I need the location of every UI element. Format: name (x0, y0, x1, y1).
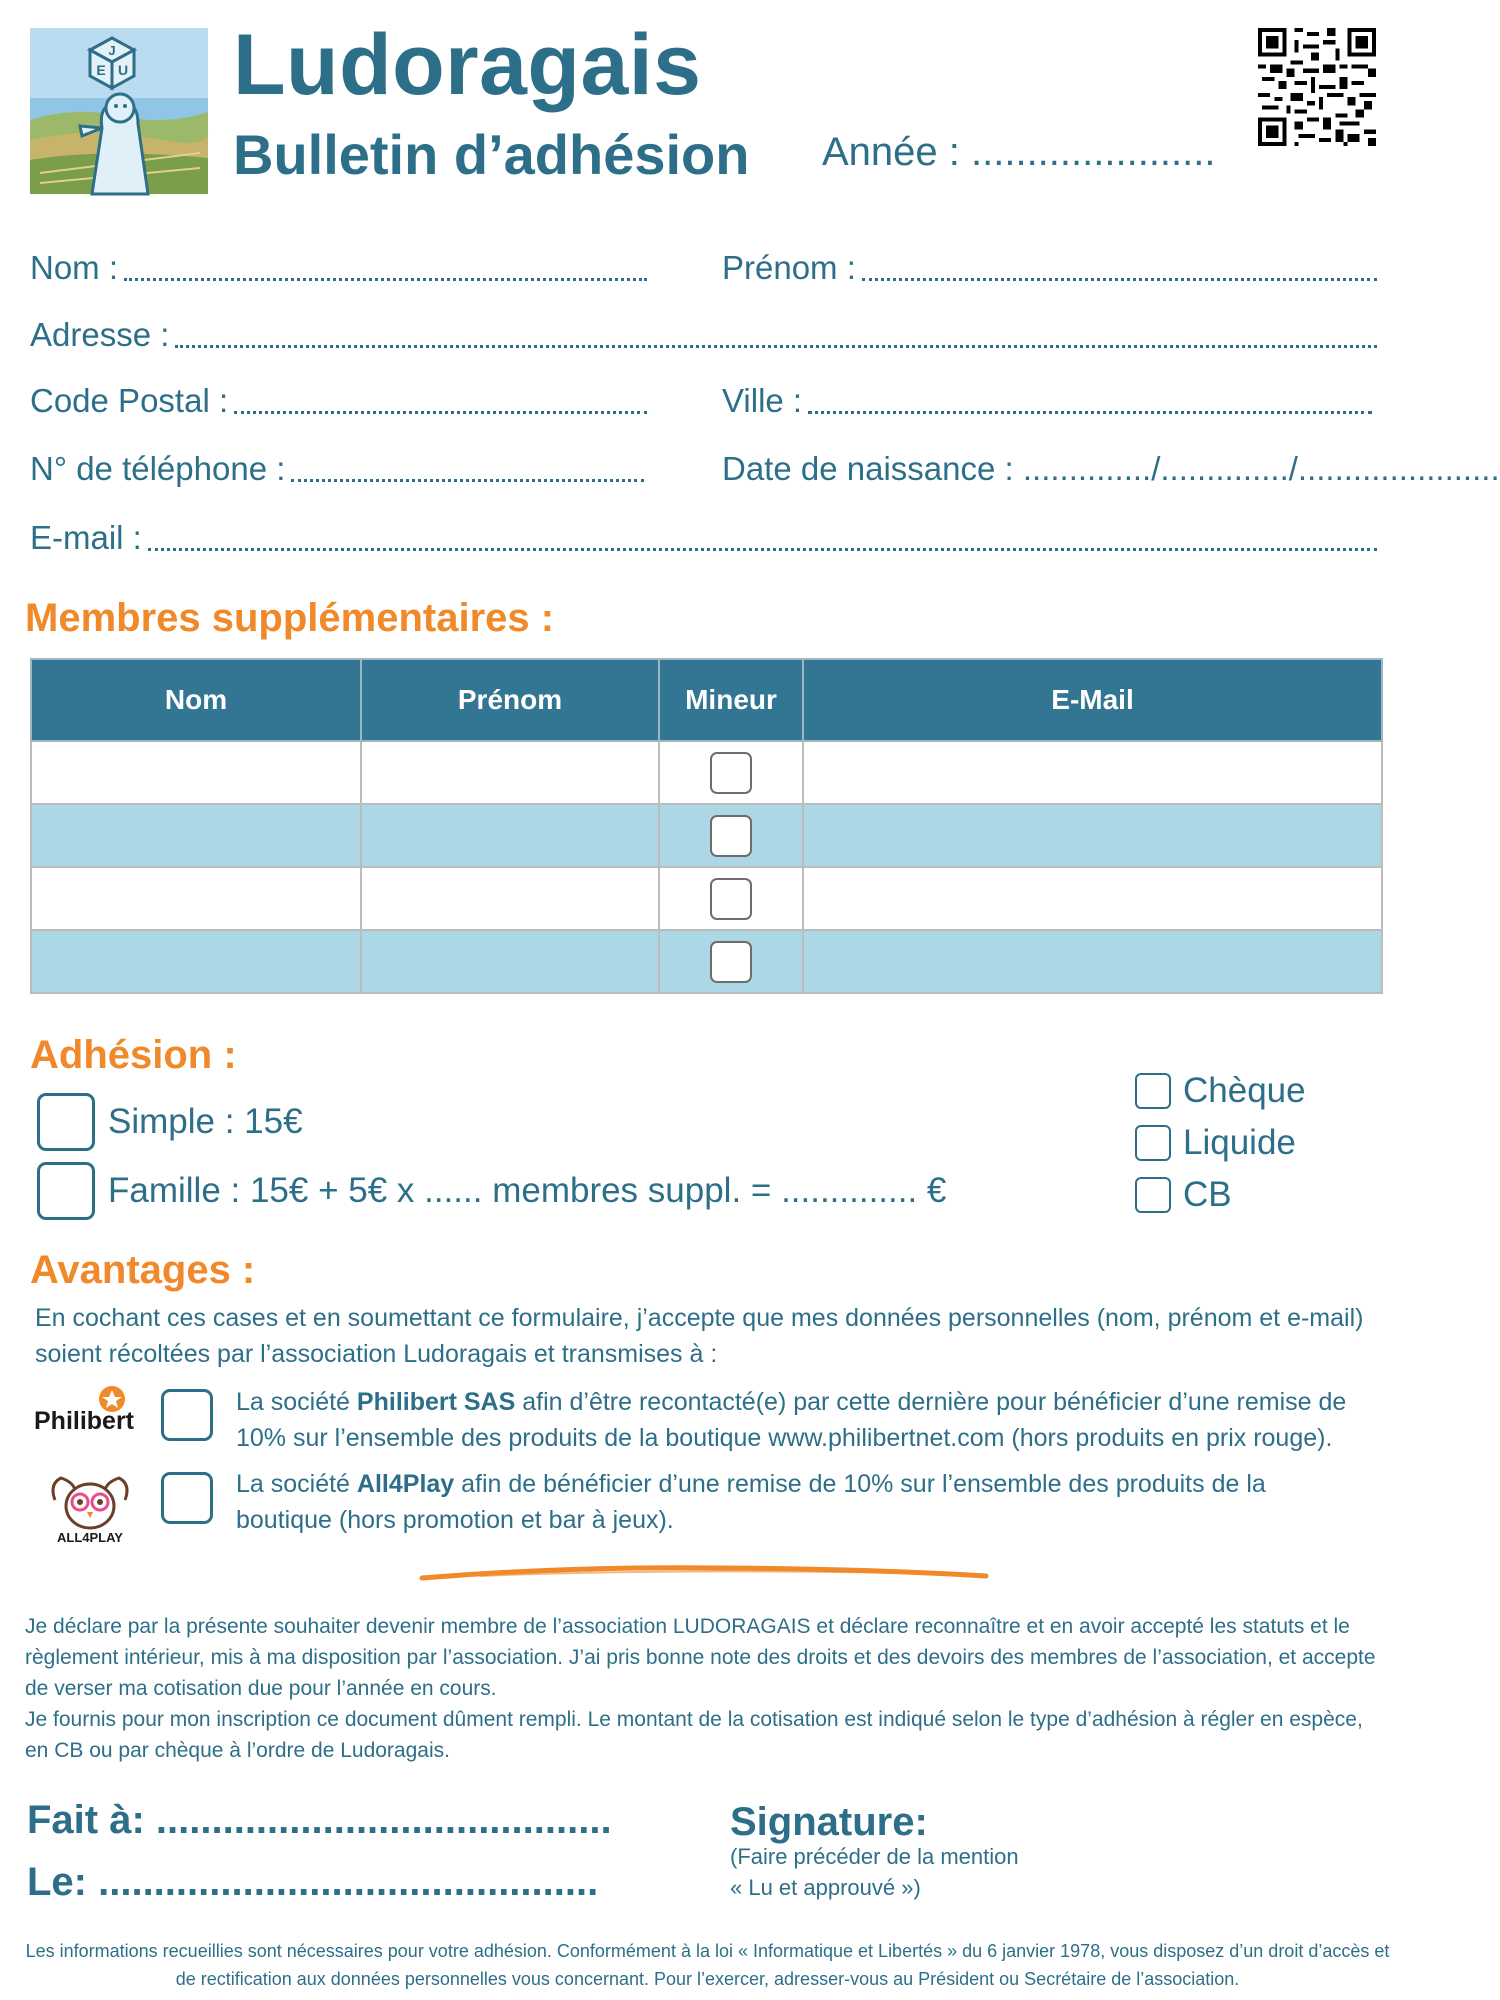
liquide-label: Liquide (1183, 1123, 1296, 1162)
svg-text:J: J (108, 43, 116, 58)
telephone-field[interactable] (30, 449, 644, 489)
member-nom-cell[interactable] (31, 867, 361, 930)
mineur-checkbox[interactable] (710, 815, 752, 857)
code-postal-line[interactable] (234, 385, 647, 414)
nom-label: Nom : (30, 249, 119, 286)
signature-area[interactable] (730, 1905, 1350, 1925)
ludoragais-logo (30, 28, 208, 194)
table-row (31, 930, 1382, 993)
member-prenom-cell[interactable] (361, 804, 659, 867)
all4play-text-after: afin de bénéficier d’une remise de 10% sur l’ensemble des produits de la boutique (hors promotion et bar à jeux). (236, 1470, 1266, 1534)
liquide-checkbox[interactable] (1135, 1125, 1171, 1161)
simple-checkbox[interactable] (37, 1093, 95, 1151)
email-field[interactable] (30, 518, 1377, 558)
ville-line[interactable] (808, 385, 1372, 414)
form-subtitle: Bulletin d’adhésion (233, 123, 750, 186)
year-field[interactable]: Année : ...................... (822, 130, 1216, 174)
declaration-paragraph-1: Je déclare par la présente souhaiter devenir membre de l’association LUDORAGAIS et déclare reconnaître et en avoir accepté les statuts et le règlement intérieur, mis à ma disposition par l’association. J’ai pris bonne note des droits et des devoirs des membres de l’association, et accepte de verser ma cotisation due pour l’année en cours. (25, 1615, 1376, 1700)
member-mineur-cell (659, 741, 803, 804)
prenom-field[interactable] (722, 248, 1377, 288)
member-prenom-cell[interactable] (361, 741, 659, 804)
table-row (31, 804, 1382, 867)
nom-line[interactable] (124, 252, 647, 281)
ville-label: Ville : (722, 382, 803, 419)
adhesion-section-title: Adhésion : (30, 1033, 237, 1077)
cheque-checkbox[interactable] (1135, 1073, 1171, 1109)
date-naissance-label: Date de naissance : ............../............../...................... (722, 450, 1500, 487)
philibert-text-after: afin d’être recontacté(e) par cette dernière pour bénéficier d’une remise de 10% sur l’ensemble des produits de la boutique www.philibertnet.com (hors produits en prix rouge). (236, 1388, 1347, 1452)
telephone-line[interactable] (291, 453, 644, 482)
philibert-logo-text: Philibert (34, 1407, 135, 1435)
declaration-text (25, 1611, 1390, 1766)
orange-divider (420, 1560, 988, 1584)
member-email-cell[interactable] (803, 804, 1382, 867)
member-email-cell[interactable] (803, 741, 1382, 804)
signature-note-line-1: (Faire précéder de la mention (730, 1844, 1019, 1869)
famille-checkbox[interactable] (37, 1162, 95, 1220)
prenom-label: Prénom : (722, 249, 856, 286)
code-postal-label: Code Postal : (30, 382, 229, 419)
prenom-line[interactable] (862, 252, 1377, 281)
mineur-checkbox[interactable] (710, 752, 752, 794)
member-prenom-cell[interactable] (361, 930, 659, 993)
telephone-label: N° de téléphone : (30, 450, 286, 487)
member-email-cell[interactable] (803, 930, 1382, 993)
member-mineur-cell (659, 867, 803, 930)
nom-field[interactable] (30, 248, 647, 288)
code-postal-field[interactable] (30, 381, 647, 421)
all4play-company: All4Play (356, 1470, 455, 1498)
simple-option-label: Simple : 15€ (108, 1102, 303, 1141)
all4play-text-before: La société (236, 1470, 357, 1498)
column-header-email: E-Mail (803, 659, 1382, 741)
all4play-checkbox[interactable] (161, 1472, 213, 1524)
avantages-intro: En cochant ces cases et en soumettant ce formulaire, j’accepte que mes données personnelles (nom, prénom et e-mail) soient récoltées par l’association Ludoragais et transmises à : (35, 1304, 1364, 1368)
signature-title: Signature: (730, 1800, 928, 1844)
email-line[interactable] (148, 522, 1377, 551)
column-header-mineur: Mineur (659, 659, 803, 741)
signature-note (730, 1841, 1019, 1903)
qr-code-icon (1258, 28, 1376, 146)
legal-notice: Les informations recueillies sont nécessaires pour votre adhésion. Conformément à la loi « Informatique et Libertés » du 6 janvier 1978, vous disposez d’un droit d’accès et de rectification aux données personnelles vous concernant. Pour l’exercer, adresser-vous au Président ou Secrétaire de l’association. (25, 1941, 1390, 1989)
famille-option-label: Famille : 15€ + 5€ x ...... membres suppl. = .............. € (108, 1171, 947, 1210)
member-email-cell[interactable] (803, 867, 1382, 930)
column-header-prenom: Prénom (361, 659, 659, 741)
page-title: Ludoragais (233, 17, 702, 113)
adresse-field[interactable] (30, 315, 1377, 355)
adresse-line[interactable] (175, 319, 1377, 348)
fait-a-field[interactable]: Fait à: ......................................... (27, 1798, 612, 1842)
philibert-company: Philibert SAS (356, 1388, 516, 1416)
member-mineur-cell (659, 804, 803, 867)
ville-field[interactable] (722, 381, 1372, 421)
mineur-checkbox[interactable] (710, 941, 752, 983)
table-row (31, 741, 1382, 804)
avantages-section-title: Avantages : (30, 1248, 256, 1292)
cheque-label: Chèque (1183, 1071, 1306, 1110)
members-table (30, 658, 1383, 994)
philibert-text-before: La société (236, 1388, 357, 1416)
cb-checkbox[interactable] (1135, 1177, 1171, 1213)
member-nom-cell[interactable] (31, 804, 361, 867)
column-header-nom: Nom (31, 659, 361, 741)
all4play-logo (45, 1470, 135, 1546)
member-mineur-cell (659, 930, 803, 993)
all4play-logo-text: ALL4PLAY (57, 1530, 123, 1545)
svg-text:E: E (96, 62, 106, 78)
date-le-field[interactable]: Le: ............................................. (27, 1860, 599, 1904)
signature-note-line-2: « Lu et approuvé ») (730, 1875, 921, 1900)
philibert-logo (32, 1385, 147, 1433)
adresse-label: Adresse : (30, 316, 170, 353)
all4play-consent-text (236, 1466, 1316, 1538)
mineur-checkbox[interactable] (710, 878, 752, 920)
svg-text:U: U (117, 62, 129, 78)
declaration-paragraph-2: Je fournis pour mon inscription ce document dûment rempli. Le montant de la cotisation est indiqué selon le type d’adhésion à régler en espèce, en CB ou par chèque à l’ordre de Ludoragais. (25, 1708, 1363, 1762)
table-row (31, 867, 1382, 930)
member-prenom-cell[interactable] (361, 867, 659, 930)
member-nom-cell[interactable] (31, 930, 361, 993)
member-nom-cell[interactable] (31, 741, 361, 804)
philibert-checkbox[interactable] (161, 1389, 213, 1441)
date-naissance-field[interactable] (722, 449, 1500, 489)
philibert-consent-text (236, 1384, 1376, 1456)
members-section-title: Membres supplémentaires : (25, 596, 555, 640)
email-label: E-mail : (30, 519, 142, 556)
cb-label: CB (1183, 1175, 1232, 1214)
members-header-row (31, 659, 1382, 741)
